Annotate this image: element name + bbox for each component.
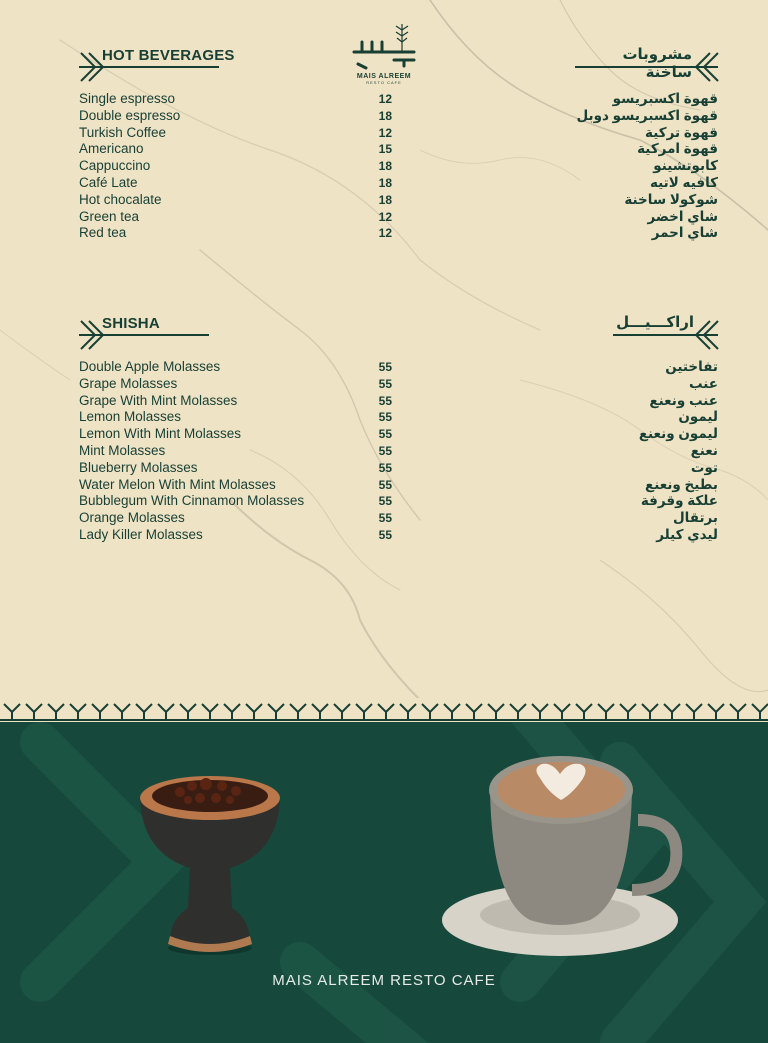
item-price: 18 (378, 175, 392, 190)
list-item-ar: قهوة تركية (645, 124, 718, 140)
footer-text: MAIS ALREEM RESTO CAFE (272, 972, 496, 989)
shisha-list-ar (560, 359, 718, 544)
item-price: 55 (378, 360, 392, 374)
item-name: Americano (79, 141, 144, 157)
list-item (79, 393, 392, 410)
item-price: 55 (378, 410, 392, 425)
item-price: 12 (378, 226, 392, 241)
list-item-ar: ليمون ونعنع (638, 426, 718, 442)
list-item-ar: عنب ونعنع (649, 392, 718, 408)
item-price: 12 (378, 125, 392, 140)
item-price: 55 (378, 376, 392, 391)
list-item-ar: توت (690, 459, 718, 475)
hot-beverages-title: HOT BEVERAGES (102, 47, 235, 64)
list-item (79, 209, 392, 226)
list-item-ar: شاي احمر (651, 225, 718, 241)
list-item-ar: عنب (688, 375, 718, 391)
item-name: Double Apple Molasses (79, 359, 221, 374)
item-price: 55 (378, 427, 392, 442)
list-item-ar: علكة وقرفة (640, 493, 718, 509)
list-item (79, 108, 392, 125)
list-item-ar: كافيه لاتيه (649, 174, 718, 190)
list-item (79, 175, 392, 192)
item-price: 55 (378, 477, 392, 492)
item-name: Blueberry Molasses (79, 459, 198, 475)
item-name: Grape With Mint Molasses (79, 392, 238, 408)
item-name: Mint Molasses (79, 442, 166, 458)
list-item-ar: بطيخ ونعنع (644, 476, 718, 492)
list-item (79, 409, 392, 426)
item-name: Café Late (79, 174, 138, 190)
item-name: Water Melon With Mint Molasses (79, 476, 276, 492)
item-name: Grape Molasses (79, 375, 178, 391)
item-price: 55 (378, 443, 392, 458)
item-name: Lemon With Mint Molasses (79, 426, 242, 442)
item-price: 12 (378, 209, 392, 224)
list-item-ar: ليمون (678, 409, 718, 425)
shisha-list (79, 359, 392, 544)
item-price: 55 (378, 460, 392, 475)
tree-logo-icon (344, 20, 424, 72)
list-item (79, 493, 392, 510)
list-item-ar: ليدي كيلر (656, 526, 718, 542)
shisha-title: SHISHA (102, 315, 160, 332)
list-item-ar: نعنع (690, 442, 718, 458)
list-item (79, 359, 392, 376)
item-price: 18 (378, 108, 392, 123)
item-price: 18 (378, 159, 392, 174)
list-item-ar: قهوة امركية (637, 141, 718, 157)
item-name: Green tea (79, 208, 140, 224)
list-item (79, 225, 392, 242)
item-name: Cappuccino (79, 158, 151, 174)
shisha-heading-ar (613, 313, 720, 353)
coffee-cup-icon (440, 750, 690, 960)
hot-beverages-heading (79, 45, 249, 85)
list-item-ar: شاي اخضر (647, 208, 718, 224)
bottom-panel (0, 722, 768, 1043)
hot-beverages-list (79, 91, 392, 242)
item-name: Bubblegum With Cinnamon Molasses (79, 493, 305, 509)
list-item (79, 510, 392, 527)
list-item (79, 426, 392, 443)
hookah-bowl-icon (130, 758, 290, 958)
list-item-ar: كابوتشينو (653, 158, 718, 174)
logo-name: MAIS ALREEM (356, 73, 412, 80)
item-name: Orange Molasses (79, 510, 185, 526)
shisha-heading (79, 313, 249, 353)
hot-beverages-list-ar (540, 91, 718, 242)
item-price: 55 (378, 527, 392, 542)
list-item-ar: برتقال (672, 510, 718, 526)
item-name: Turkish Coffee (79, 124, 167, 140)
list-item-ar: قهوة اكسبريسو (612, 91, 718, 106)
list-item (79, 376, 392, 393)
brand-logo (337, 20, 431, 94)
list-item (79, 91, 392, 108)
list-item (79, 192, 392, 209)
list-item (79, 141, 392, 158)
list-item (79, 527, 392, 544)
list-item (79, 460, 392, 477)
item-name: Lady Killer Molasses (79, 526, 203, 542)
list-item-ar: شوكولا ساخنة (624, 191, 718, 207)
list-item (79, 443, 392, 460)
item-name: Hot chocalate (79, 191, 162, 207)
item-name: Single espresso (79, 91, 176, 106)
item-name: Double espresso (79, 107, 181, 123)
item-name: Red tea (79, 225, 127, 241)
list-item (79, 158, 392, 175)
item-price: 12 (378, 92, 392, 106)
item-name: Lemon Molasses (79, 409, 182, 425)
hot-beverages-heading-ar (575, 45, 720, 85)
item-price: 15 (378, 142, 392, 157)
item-price: 18 (378, 192, 392, 207)
logo-subtitle: RESTO CAFE (366, 80, 402, 85)
item-price: 55 (378, 393, 392, 408)
hot-beverages-title-ar: مشروبات ساخنة (622, 46, 692, 81)
item-price: 55 (378, 511, 392, 526)
list-item (79, 125, 392, 142)
list-item (79, 477, 392, 494)
item-price: 55 (378, 494, 392, 509)
list-item-ar: تفاختين (665, 359, 718, 374)
shisha-title-ar: اراكـــيـــل (616, 314, 694, 331)
list-item-ar: قهوة اكسبريسو دوبل (576, 107, 718, 123)
